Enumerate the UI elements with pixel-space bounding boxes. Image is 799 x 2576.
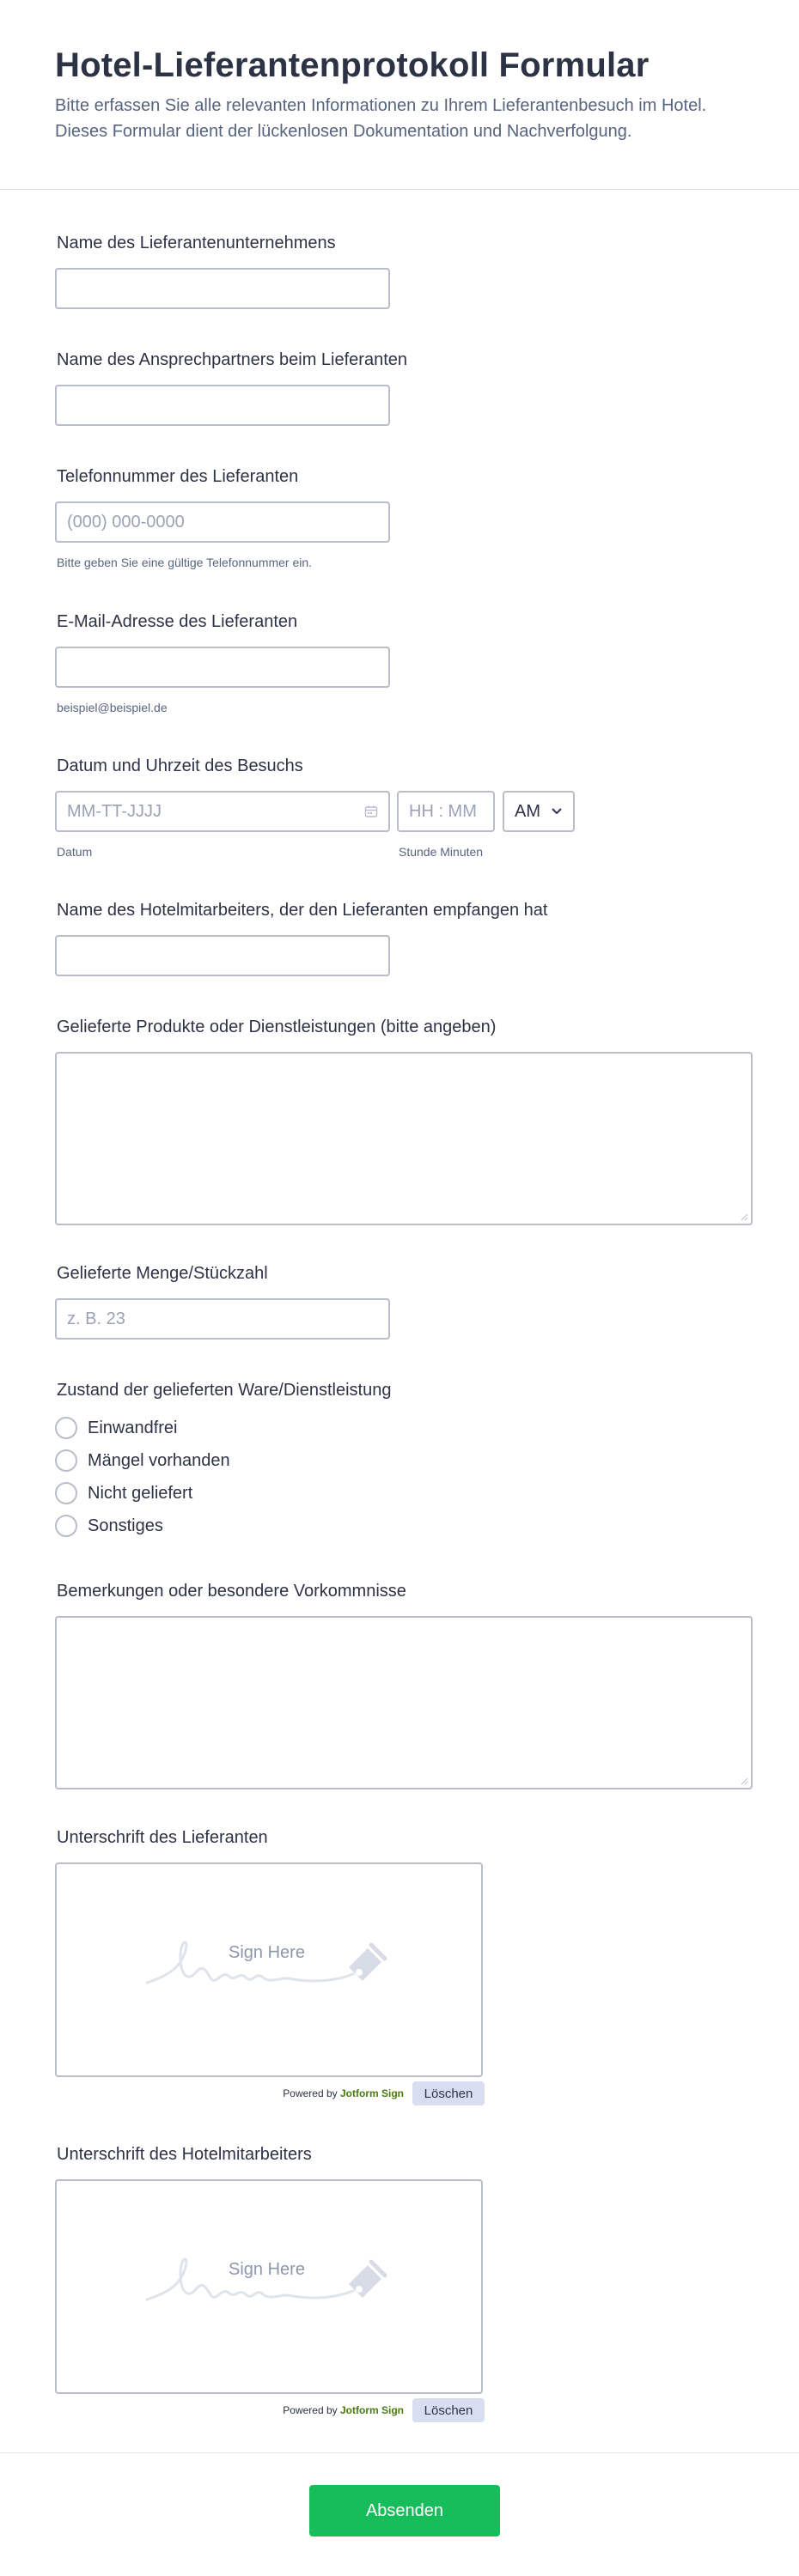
jotform-sign-brand: Jotform Sign [340,2087,404,2099]
ampm-select[interactable] [503,791,575,832]
condition-field [57,1379,392,1535]
products-field [57,1016,496,1038]
signature-scribble-icon [143,1933,400,1993]
signature-scribble-icon [143,2250,400,2310]
email-input[interactable] [55,647,390,688]
phone-field [57,465,313,569]
sign-here-prompt: Sign Here [229,1943,305,1962]
powered-prefix: Powered by [283,2404,338,2416]
contact-field [57,349,407,371]
footer-divider [0,2452,799,2453]
remarks-label: Bemerkungen oder besondere Vorkommnisse [57,1582,406,1601]
chevron-down-icon [551,807,563,816]
radio-button[interactable] [55,1515,77,1537]
clear-supplier-signature-button[interactable]: Löschen [412,2081,485,2105]
company-field [57,232,336,254]
phone-hint: Bitte geben Sie eine gültige Telefonnummer ein. [57,556,313,569]
quantity-label: Gelieferte Menge/Stückzahl [57,1264,268,1283]
supplier-signature-footer [57,2081,485,2106]
powered-prefix: Powered by [283,2087,338,2099]
date-placeholder: MM-TT-JJJJ [67,801,162,821]
form-header [0,0,799,190]
date-sublabel: Datum [57,845,93,859]
products-textarea[interactable] [55,1052,753,1225]
email-label: E-Mail-Adresse des Lieferanten [57,612,298,631]
calendar-icon[interactable] [364,805,378,818]
employee-field [57,899,547,921]
quantity-placeholder: z. B. 23 [67,1309,125,1328]
phone-label: Telefonnummer des Lieferanten [57,467,299,486]
email-field [57,611,298,714]
radio-label: Einwandfrei [88,1418,178,1437]
radio-button[interactable] [55,1449,77,1472]
employee-signature-footer [57,2397,485,2423]
remarks-textarea[interactable] [55,1616,753,1789]
radio-option-maengel[interactable] [55,1449,230,1473]
resize-handle-icon[interactable] [740,1777,748,1785]
phone-placeholder: (000) 000-0000 [67,512,185,532]
email-hint: beispiel@beispiel.de [57,701,168,714]
supplier-signature-field [57,1826,473,2101]
radio-button[interactable] [55,1482,77,1504]
quantity-field [57,1262,268,1328]
supplier-signature-label: Unterschrift des Lieferanten [57,1828,268,1847]
sign-here-prompt: Sign Here [229,2260,305,2279]
supplier-signature-pad[interactable] [55,1862,483,2077]
contact-label: Name des Ansprechpartners beim Lieferanten [57,350,408,369]
condition-label: Zustand der gelieferten Ware/Dienstleistung [57,1381,392,1400]
date-input[interactable] [55,791,390,832]
contact-input[interactable] [55,385,390,426]
company-label: Name des Lieferantenunternehmens [57,234,336,252]
radio-option-sonstiges[interactable] [55,1514,163,1538]
products-label: Gelieferte Produkte oder Dienstleistungen (bitte angeben) [57,1018,497,1036]
time-input[interactable] [397,791,495,832]
remarks-field [57,1580,406,1602]
radio-option-nicht-geliefert[interactable] [55,1481,192,1505]
resize-handle-icon[interactable] [740,1212,748,1221]
time-placeholder: HH : MM [409,801,477,821]
visit-label: Datum und Uhrzeit des Besuchs [57,756,303,775]
time-sublabel: Stunde Minuten [399,845,484,859]
employee-signature-pad[interactable] [55,2179,483,2394]
radio-label: Mängel vorhanden [88,1450,230,1470]
employee-signature-label: Unterschrift des Hotelmitarbeiters [57,2145,312,2164]
jotform-sign-brand: Jotform Sign [340,2404,404,2416]
submit-button[interactable]: Absenden [309,2485,500,2537]
radio-option-einwandfrei[interactable] [55,1416,178,1440]
quantity-input[interactable] [55,1298,390,1340]
form-description: Bitte erfassen Sie alle relevanten Informationen zu Ihrem Lieferantenbesuch im Hotel. Dieses Formular dient der lückenlosen Dokumentation und Nachverfolgung. [55,96,707,141]
clear-employee-signature-button[interactable]: Löschen [412,2398,485,2422]
radio-label: Nicht geliefert [88,1483,193,1503]
employee-label: Name des Hotelmitarbeiters, der den Lieferanten empfangen hat [57,901,548,920]
powered-by-text [283,2404,404,2416]
powered-by-text [283,2087,404,2099]
phone-input[interactable] [55,501,390,543]
radio-button[interactable] [55,1417,77,1439]
company-input[interactable] [55,268,390,309]
employee-signature-field [57,2143,473,2418]
ampm-value: AM [515,801,540,821]
form-title: Hotel-Lieferantenprotokoll Formular [55,46,650,84]
visit-datetime-field [57,755,540,859]
employee-input[interactable] [55,935,390,976]
radio-label: Sonstiges [88,1516,163,1535]
